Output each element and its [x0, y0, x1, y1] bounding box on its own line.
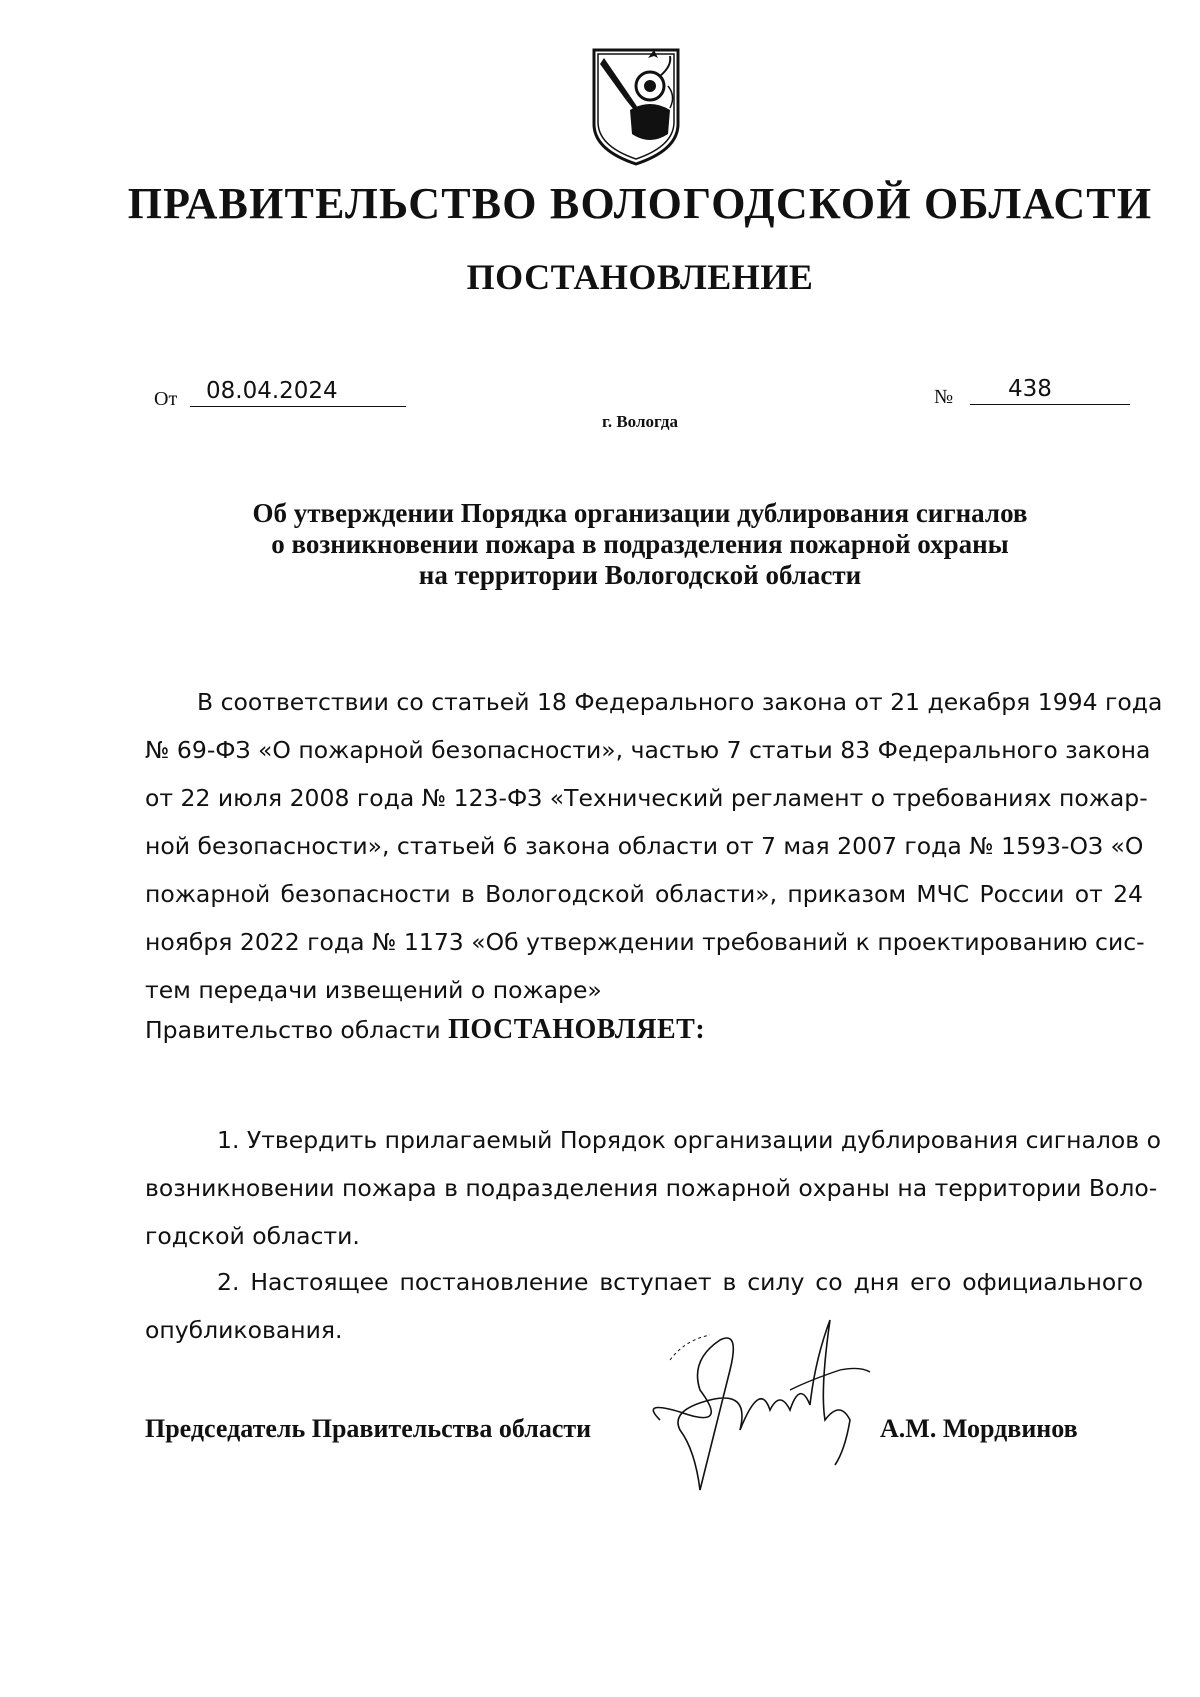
text-line: В соответствии со статьей 18 Федерального закона от 21 декабря 1994 года	[197, 688, 1163, 716]
document-type: ПОСТАНОВЛЕНИЕ	[466, 257, 814, 297]
text-line: ной безопасности», статьей 6 закона области от 7 мая 2007 года № 1593-ОЗ «О	[145, 832, 1144, 860]
text-line: годской области.	[145, 1222, 360, 1250]
issuing-city: г. Вологда	[602, 412, 678, 431]
number-prefix: №	[934, 386, 954, 408]
resolution-keyword: ПОСТАНОВЛЯЕТ:	[448, 1014, 706, 1045]
text-line: пожарной безопасности в Вологодской области», приказом МЧС России от 24	[145, 880, 1143, 908]
document-date: 08.04.2024	[190, 376, 406, 407]
resolution-clause	[145, 1014, 705, 1046]
resolution-prefix: Правительство области	[145, 1016, 449, 1044]
document-number: 438	[970, 374, 1130, 405]
subject-line: на территории Вологодской области	[418, 560, 862, 590]
text-line: ноября 2022 года № 1173 «Об утверждении требований к проектированию сис-	[145, 928, 1145, 956]
coat-of-arms-emblem	[590, 46, 682, 166]
text-line: от 22 июля 2008 года № 123-ФЗ «Технический регламент о требованиях пожар-	[145, 784, 1148, 812]
signatory-position: Председатель Правительства области	[145, 1414, 592, 1443]
document-subject	[150, 498, 1130, 591]
text-line: тем передачи извещений о пожаре»	[145, 976, 602, 1004]
item-1-paragraph	[145, 1116, 1161, 1260]
text-line: 2. Настоящее постановление вступает в силу со дня его официального	[217, 1268, 1143, 1296]
subject-line: о возникновении пожара в подразделения пожарной охраны	[271, 529, 1009, 559]
date-prefix: От	[154, 388, 178, 410]
text-line: 1. Утвердить прилагаемый Порядок организации дублирования сигналов о	[217, 1126, 1161, 1154]
text-line: опубликования.	[145, 1316, 343, 1344]
text-line: возникновении пожара в подразделения пожарной охраны на территории Воло-	[145, 1174, 1158, 1202]
handwritten-signature	[640, 1300, 900, 1500]
preamble-paragraph	[145, 678, 1163, 1014]
government-title: ПРАВИТЕЛЬСТВО ВОЛОГОДСКОЙ ОБЛАСТИ	[127, 179, 1153, 228]
signatory-name: А.М. Мордвинов	[880, 1414, 1078, 1443]
text-line: № 69-ФЗ «О пожарной безопасности», частью 7 статьи 83 Федерального закона	[145, 736, 1151, 764]
subject-line: Об утверждении Порядка организации дублирования сигналов	[252, 498, 1028, 528]
